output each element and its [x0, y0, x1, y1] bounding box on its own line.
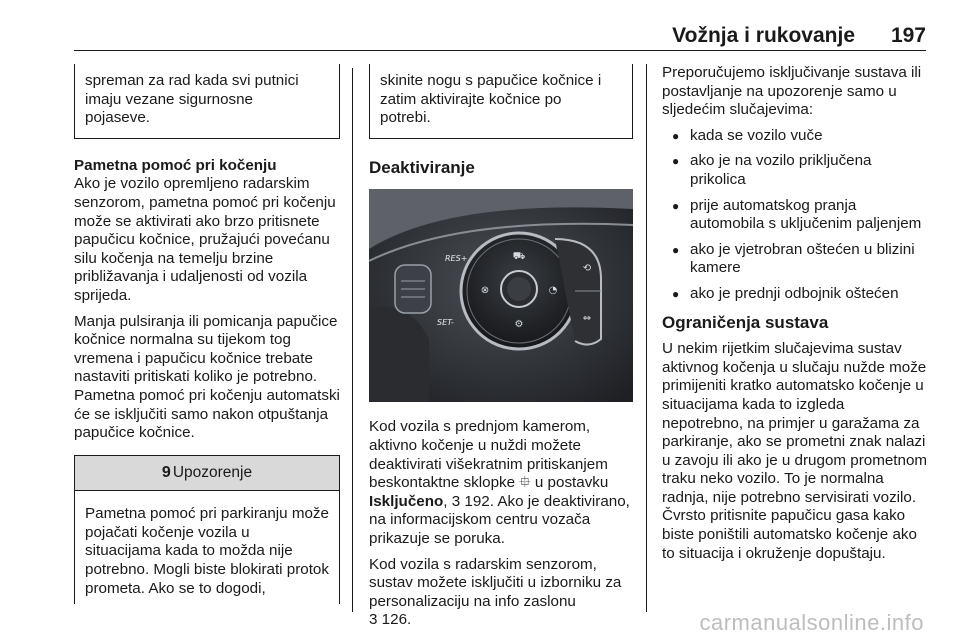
svg-text:⇔: ⇔ [582, 313, 592, 325]
paragraph: Ako je vozilo opremljeno radarskim senzorom, pametna pomoć pri kočenju može se aktivirati ako brzo pritisnete papučicu kočnice, pružajući povećanu silu kočenja na temelju brzine približavanja i udaljenosti od vozila sprijeda. [74, 175, 336, 304]
warning-header [75, 456, 339, 492]
subheading-smart-brake-assist: Pametna pomoć pri kočenju [74, 156, 277, 174]
page-ref-icon: 3 [451, 492, 461, 510]
svg-text:⚙: ⚙ [514, 319, 524, 331]
list-item: ● kada se vozilo vuče [662, 127, 928, 146]
continued-warning-box [74, 64, 340, 139]
page-ref-icon: 3 [369, 611, 378, 629]
continued-warning-box [369, 64, 633, 139]
list-item: ● ako je vjetrobran oštećen u blizini kamere [662, 241, 928, 278]
set-minus-label: SET- [437, 318, 454, 328]
list-item: ● ako je na vozilo priključena prikolica [662, 152, 928, 189]
box-line: skinite nogu s papučice kočnice i [380, 72, 602, 89]
box-line: pojaseve. [85, 109, 151, 127]
warning-body [75, 491, 339, 604]
watermark: carmanualsonline.info [699, 610, 924, 635]
section-heading-limitations: Ograničenja sustava [662, 312, 829, 332]
svg-text:⛟: ⛟ [512, 251, 526, 263]
paragraph: Manja pulsiranja ili pomicanja papučice kočnice normalna su tijekom tog vremena i papučicu kočnice trebate nastaviti pritiskati koliko je potrebno. Pametna pomoć pri kočenju automatski će se isključiti samo nakon otpuštanja papučice kočnice. [74, 312, 340, 442]
list-item: ● ako je prednji odbojnik oštećen [662, 285, 928, 304]
svg-text:⟲: ⟲ [582, 263, 592, 275]
setting-off-label: Isključeno [369, 492, 444, 510]
section-heading-deactivation: Deaktiviranje [369, 157, 475, 177]
box-line: imaju vezane sigurnosne [85, 90, 254, 108]
warning-title: Upozorenje [172, 463, 253, 481]
warning-triangle-icon: 9 [161, 463, 171, 481]
res-plus-label: RES+ [445, 254, 468, 264]
paragraph-limitations: U nekim rijetkim slučajevima sustav aktivnog kočenja u slučaju nužde može primijeniti kratko automatsko kočenje u situacijama kada to izgleda nepotrebno, na primjer u garažama za parkiranje, ako se prometni znak nalazi u zavoju ili ako je u drugom prometnom traku neko vozilo. To je normalna radnja, nije potrebno servisirati vozilo. Čvrsto pritisnite papučicu gasa kako biste poništili automatsko kočenje ako to situacija i okruženje dopuštaju. [662, 340, 928, 562]
page-number: 197 [890, 24, 926, 47]
column-divider-right [646, 64, 647, 612]
header-rule [74, 50, 926, 51]
list-item: ● prije automatskog pranja automobila s uključenim paljenjem [662, 197, 928, 234]
column-1 [74, 64, 340, 604]
steering-wheel-controls-photo [369, 189, 633, 402]
paragraph-radar: Kod vozila s radarskim senzorom, sustav možete isključiti u izborniku za personalizaciju na info zaslonu 3 126. [369, 555, 622, 629]
column-divider-left [352, 68, 353, 612]
paragraph-intro: Preporučujemo isključivanje sustava ili postavljanje na upozorenje samo u sljedećim slučajevima: [662, 64, 922, 119]
svg-text:⊗: ⊗ [480, 285, 490, 297]
page-header-title: Vožnja i rukovanje [672, 24, 855, 47]
column-2 [369, 64, 633, 637]
box-line: potrebi. [380, 109, 431, 127]
paragraph-deactivation: Kod vozila s prednjom kamerom, aktivno kočenje u nuždi možete deaktivirati višekratnim pritiskanjem beskontaktne sklopke ⯐ u postavku Isključeno, 3 192. Ako je deaktivirano, na informacijskom centru vozača prikazuje se poruka. [369, 418, 630, 547]
proximity-switch-icon: ⯐ [519, 474, 531, 492]
steering-wheel-illustration [369, 189, 633, 402]
box-line: spreman za rad kada svi putnici [85, 72, 299, 89]
column-3 [662, 64, 928, 570]
box-line: zatim aktivirajte kočnice po [380, 90, 562, 108]
warning-box [74, 455, 340, 605]
svg-text:◔: ◔ [548, 285, 558, 297]
warning-text: Pametna pomoć pri parkiranju može pojačati kočenje vozila u situacijama kada to možda nije potrebno. Mogli biste blokirati protok prometa. Ako se to dogodi, [85, 505, 329, 597]
recommendation-list [662, 127, 928, 304]
